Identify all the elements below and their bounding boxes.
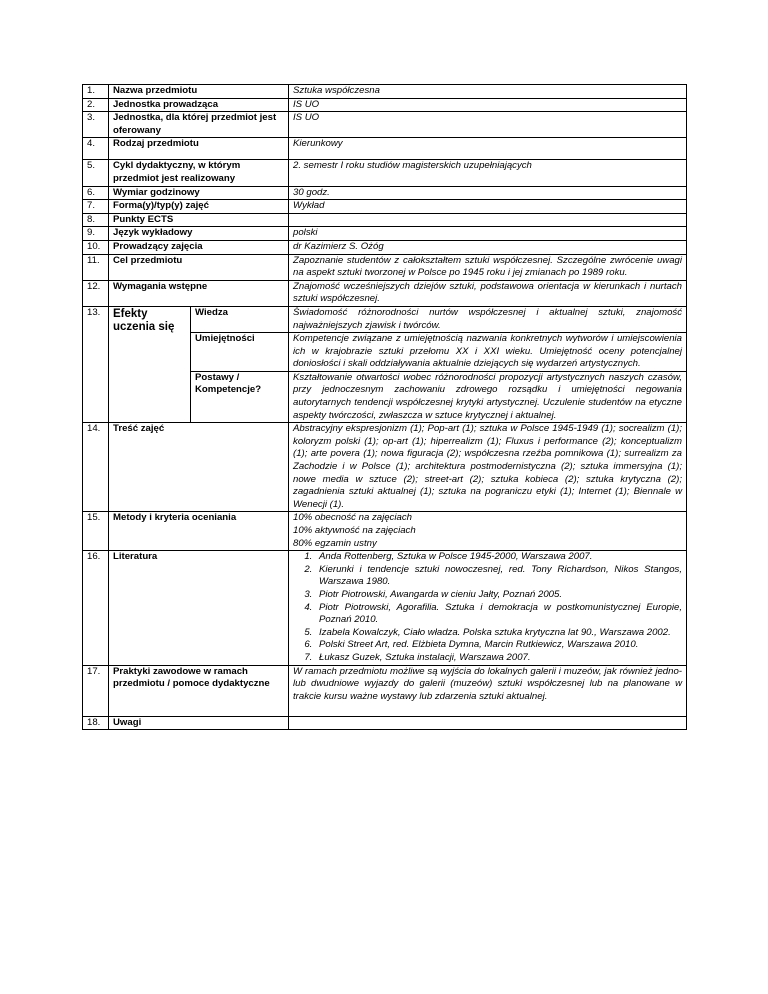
learning-outcomes-label bbox=[109, 306, 191, 422]
field-label: Punkty ECTS bbox=[109, 213, 289, 227]
literature-item: 2. Kierunki i tendencje sztuki nowoczesnej, red. Tony Richardson, Nikos Stangos, Warszawa 1980. bbox=[315, 564, 682, 589]
row-number: 11. bbox=[83, 254, 109, 280]
subfield-label: Wiedza bbox=[191, 306, 289, 332]
field-label: Forma(y)/typ(y) zajęć bbox=[109, 200, 289, 214]
grading-line: 80% egzamin ustny bbox=[293, 537, 377, 549]
literature-item: 3. Piotr Piotrowski, Awangarda w cieniu Jałty, Poznań 2005. bbox=[315, 589, 682, 602]
field-value: IS UO bbox=[289, 112, 687, 138]
table-row bbox=[83, 200, 687, 214]
subfield-label: Postawy / Kompetencje? bbox=[191, 371, 289, 422]
row-number: 12. bbox=[83, 280, 109, 306]
row-number: 14. bbox=[83, 423, 109, 512]
field-label: Metody i kryteria oceniania bbox=[109, 512, 289, 551]
row-number: 5. bbox=[83, 160, 109, 186]
field-value: Kompetencje związane z umiejętnością nazwania konkretnych wytworów i umiejscowienia ich w krajobrazie sztuki przełomu XX i XXI wieku. Umiejętność oceny potencjalnej doniosłości i skali oddziaływania aktualnie dziejących się wydarzeń artystycznych. bbox=[289, 333, 687, 372]
field-value: 2. semestr I roku studiów magisterskich uzupełniających bbox=[289, 160, 687, 186]
field-value: 30 godz. bbox=[289, 186, 687, 200]
row-number: 9. bbox=[83, 227, 109, 241]
row-number: 3. bbox=[83, 112, 109, 138]
field-label: Treść zajęć bbox=[109, 423, 289, 512]
table-row bbox=[83, 112, 687, 138]
row-number: 16. bbox=[83, 551, 109, 665]
field-label: Prowadzący zajęcia bbox=[109, 240, 289, 254]
field-label: Cel przedmiotu bbox=[109, 254, 289, 280]
field-value: Wykład bbox=[289, 200, 687, 214]
field-value: Kierunkowy bbox=[289, 138, 687, 160]
row-number: 8. bbox=[83, 213, 109, 227]
table-row bbox=[83, 160, 687, 186]
row-number: 6. bbox=[83, 186, 109, 200]
field-label: Język wykładowy bbox=[109, 227, 289, 241]
table-row bbox=[83, 227, 687, 241]
field-label: Cykl dydaktyczny, w którym przedmiot jest realizowany bbox=[109, 160, 289, 186]
field-value: Sztuka współczesna bbox=[289, 85, 687, 99]
literature-item: 6. Polski Street Art, red. Elżbieta Dymna, Marcin Rutkiewicz, Warszawa 2010. bbox=[315, 639, 682, 652]
row-number: 4. bbox=[83, 138, 109, 160]
field-value: dr Kazimierz S. Ożóg bbox=[289, 240, 687, 254]
table-row bbox=[83, 98, 687, 112]
table-row bbox=[83, 423, 687, 512]
field-label: Jednostka prowadząca bbox=[109, 98, 289, 112]
field-label: Praktyki zawodowe w ramach przedmiotu / pomoce dydaktyczne bbox=[109, 665, 289, 716]
field-label: Efekty uczenia się bbox=[113, 307, 175, 333]
field-value: Świadomość różnorodności nurtów współczesnej i aktualnej sztuki, znajomość najważniejszych zjawisk i twórców. bbox=[289, 306, 687, 332]
literature-item: 7. Łukasz Guzek, Sztuka instalacji, Warszawa 2007. bbox=[315, 652, 682, 665]
field-label: Nazwa przedmiotu bbox=[109, 85, 289, 99]
field-value: polski bbox=[289, 227, 687, 241]
grading-line: 10% aktywność na zajęciach bbox=[293, 525, 416, 536]
field-value: Abstracyjny ekspresjonizm (1); Pop-art (1); sztuka w Polsce 1945-1949 (1); socrealizm (1); koloryzm polski (1); op-art (1); hiperrealizm (1); Fluxus i performance (2); konceptualizm (1); arte povera (1); nowa figuracja (2); współczesna rzeźba pomnikowa (1); surrealizm za Zachodzie i w Polsce (1); architektura postmodernistyczna (2); sztuka immersyjna (1); nowe media w sztuce (2); street-art (2); sztuka kobieca (2); sztuka krytyczna (2); zagadnienia sztuki aktualnej (1); sztuka na pograniczu etyki (1); Internet (1); Biennale w Wenecji (1). bbox=[289, 423, 687, 512]
field-value: W ramach przedmiotu możliwe są wyjścia do lokalnych galerii i muzeów, jak również jedno- lub dwudniowe wyjazdy do galerii (muzeów) sztuki współczesnej lub na planowane w trakcie kursu ważne wystawy lub zdarzenia sztuki aktualnej. bbox=[289, 665, 687, 716]
table-row bbox=[83, 280, 687, 306]
table-row bbox=[83, 512, 687, 551]
table-row bbox=[83, 665, 687, 716]
table-row bbox=[83, 240, 687, 254]
literature-item: 4. Piotr Piotrowski, Agorafilia. Sztuka i demokracja w postkomunistycznej Europie, Poznań 2010. bbox=[315, 602, 682, 627]
field-value bbox=[289, 716, 687, 730]
field-label: Wymiar godzinowy bbox=[109, 186, 289, 200]
field-label: Rodzaj przedmiotu bbox=[109, 138, 289, 160]
field-label: Literatura bbox=[109, 551, 289, 665]
grading-line: 10% obecność na zajęciach bbox=[293, 512, 412, 524]
field-value: Kształtowanie otwartości wobec różnorodności propozycji artystycznych naszych czasów, przy jednoczesnym zachowaniu zdrowego rozsądku i umiejętności negowania autorytarnych tendencji współczesnej krytyki artystycznej. Uczulenie studentów na etyczne aspekty twórczości, zwłaszcza w sztuce krytycznej i aktualnej. bbox=[289, 371, 687, 422]
row-number: 10. bbox=[83, 240, 109, 254]
row-number: 7. bbox=[83, 200, 109, 214]
row-number: 2. bbox=[83, 98, 109, 112]
table-row bbox=[83, 716, 687, 730]
field-label: Jednostka, dla której przedmiot jest oferowany bbox=[109, 112, 289, 138]
field-label: Uwagi bbox=[109, 716, 289, 730]
literature-item: 5. Izabela Kowalczyk, Ciało władza. Polska sztuka krytyczna lat 90., Warszawa 2002. bbox=[315, 627, 682, 640]
table-row bbox=[83, 213, 687, 227]
field-value: IS UO bbox=[289, 98, 687, 112]
table-row bbox=[83, 85, 687, 99]
table-row bbox=[83, 551, 687, 665]
row-number: 17. bbox=[83, 665, 109, 716]
literature-list bbox=[293, 551, 682, 664]
table-row bbox=[83, 254, 687, 280]
field-value bbox=[289, 213, 687, 227]
table-row bbox=[83, 138, 687, 160]
row-number: 1. bbox=[83, 85, 109, 99]
syllabus-table bbox=[82, 84, 687, 730]
table-row bbox=[83, 186, 687, 200]
row-number: 18. bbox=[83, 716, 109, 730]
subfield-label: Umiejętności bbox=[191, 333, 289, 372]
literature-item: 1. Anda Rottenberg, Sztuka w Polsce 1945-2000, Warszawa 2007. bbox=[315, 551, 682, 564]
table-row bbox=[83, 306, 687, 332]
field-value: Znajomość wcześniejszych dziejów sztuki, podstawowa orientacja w kierunkach i nurtach sztuki współczesnej. bbox=[289, 280, 687, 306]
field-label: Wymagania wstępne bbox=[109, 280, 289, 306]
field-value: Zapoznanie studentów z całokształtem sztuki współczesnej. Szczególne zwrócenie uwagi na aspekt sztuki tworzonej w Polsce po 1945 roku i jej zmianach po 1989 roku. bbox=[289, 254, 687, 280]
literature-list-cell bbox=[289, 551, 687, 665]
row-number: 13. bbox=[83, 306, 109, 422]
row-number: 15. bbox=[83, 512, 109, 551]
grading-methods bbox=[289, 512, 687, 551]
